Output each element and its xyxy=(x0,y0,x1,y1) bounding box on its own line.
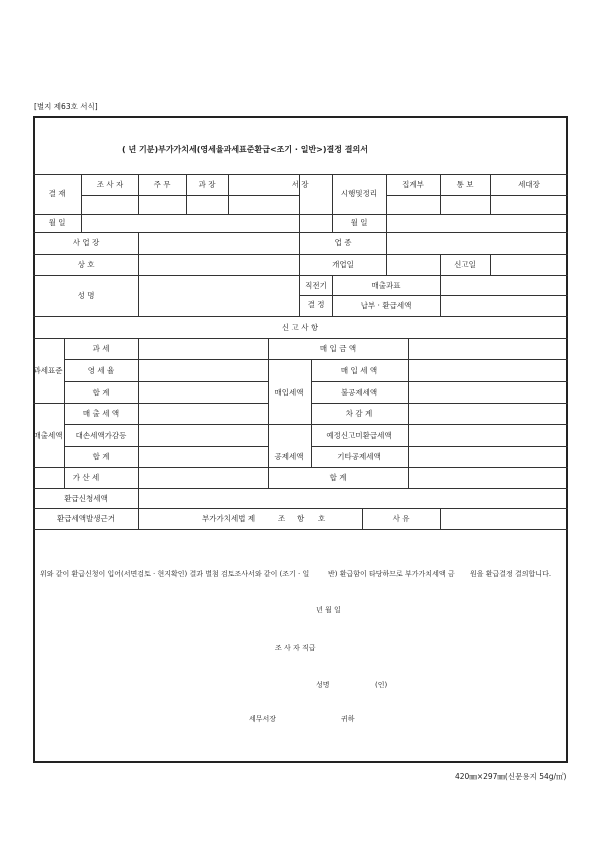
notice-label: 통 보 xyxy=(456,180,474,189)
rule xyxy=(33,338,568,339)
rule xyxy=(332,174,333,214)
rule xyxy=(138,174,139,214)
tax-base-zero-rate: 영 세 율 xyxy=(87,366,115,375)
rule xyxy=(440,254,441,275)
rule xyxy=(33,508,568,509)
aggregation-label: 집계부 xyxy=(402,180,424,189)
tax-base-label: 과세표준 xyxy=(33,366,63,375)
report-date-label: 신고일 xyxy=(454,260,476,269)
rule xyxy=(33,254,568,255)
rule xyxy=(490,254,491,275)
rule xyxy=(81,214,82,232)
rule xyxy=(268,424,568,425)
article-label: 조 xyxy=(278,514,286,523)
ledger-label: 세대장 xyxy=(518,180,540,189)
sales-tax-base-label: 매출과표 xyxy=(371,281,401,290)
vat-law-label: 부가가치세법 제 xyxy=(202,514,256,523)
tax-base-taxable: 과 세 xyxy=(92,344,110,353)
rule xyxy=(64,424,269,425)
rule xyxy=(33,316,568,317)
rule xyxy=(33,467,568,468)
rule xyxy=(33,488,568,489)
statement-line-end: 원을 환급결정 결의합니다. xyxy=(470,570,552,578)
workplace-label: 사 업 장 xyxy=(72,238,100,247)
seal-mark: (인) xyxy=(375,681,388,689)
input-tax-amount: 매 입 세 액 xyxy=(340,366,378,375)
rule xyxy=(138,232,139,316)
rule xyxy=(362,508,363,529)
approval-role-investigator: 조 사 자 xyxy=(96,180,124,189)
sales-tax-amount: 매 출 세 액 xyxy=(82,409,120,418)
rule xyxy=(332,275,333,316)
rule xyxy=(311,359,312,467)
deduction-tax-label: 공제세액 xyxy=(274,452,304,461)
approval-role-chief: 주 무 xyxy=(153,180,171,189)
rule xyxy=(81,174,82,214)
rule xyxy=(299,232,300,316)
investigator-rank: 조 사 자 직급 xyxy=(275,644,316,652)
report-section-header: 신 고 사 항 xyxy=(281,323,319,332)
approval-role-section-head: 과 장 xyxy=(198,180,216,189)
decision-date: 년 월 일 xyxy=(316,606,341,614)
rule xyxy=(33,214,568,215)
date-label-right: 월 일 xyxy=(350,218,368,227)
recipient-label: 세무서장 xyxy=(249,715,277,723)
sales-tax-label: 매출세액 xyxy=(33,431,63,440)
purchase-amount-label: 매 입 금 액 xyxy=(319,344,357,353)
rule xyxy=(386,195,568,196)
prev-decision-label: 결 정 xyxy=(307,300,325,309)
rule xyxy=(386,214,387,232)
rule xyxy=(268,359,568,360)
refund-requested-label: 환급신청세액 xyxy=(64,494,108,503)
prev-period-label: 직전기 xyxy=(305,281,327,290)
verification-label: 시행및정리 xyxy=(340,189,378,198)
rule xyxy=(33,275,568,276)
deduction-total: 합 계 xyxy=(329,473,347,482)
net-subtotal: 차 감 계 xyxy=(345,409,373,418)
statement-line-mid: 반) 환급함이 타당하므로 부가가치세액 금 xyxy=(328,570,455,578)
rule xyxy=(33,529,568,530)
tax-base-total: 합 계 xyxy=(92,388,110,397)
trade-name-label: 상 호 xyxy=(77,260,95,269)
rule xyxy=(299,295,568,296)
rule xyxy=(311,403,568,404)
bad-debt-adjustment: 대손세액가감등 xyxy=(75,431,127,440)
rule xyxy=(440,275,441,316)
rule xyxy=(332,214,333,232)
industry-label: 업 종 xyxy=(334,238,352,247)
rule xyxy=(311,381,568,382)
rule xyxy=(64,359,269,360)
honorific-label: 귀하 xyxy=(341,715,355,723)
refund-cause-label: 환급세액발생근거 xyxy=(57,514,115,523)
rule xyxy=(64,338,65,488)
rule xyxy=(268,338,269,488)
date-label-left: 월 일 xyxy=(48,218,66,227)
clause-label: 항 xyxy=(297,514,305,523)
rule xyxy=(33,174,568,175)
rule xyxy=(64,446,269,447)
sales-tax-total: 합 계 xyxy=(92,452,110,461)
rule xyxy=(490,174,491,214)
rule xyxy=(386,232,387,275)
rule xyxy=(228,174,229,214)
reason-label: 사 유 xyxy=(392,514,410,523)
form-title: ( 년 기분)부가가치세(영세율과세표준환급<조기 · 일반>)결정 결의서 xyxy=(122,145,368,154)
item-label: 호 xyxy=(318,514,326,523)
rule xyxy=(311,446,568,447)
rule xyxy=(386,174,387,214)
approval-role-director: 서 장 xyxy=(291,180,309,189)
rule xyxy=(81,195,299,196)
rule xyxy=(440,174,441,214)
rule xyxy=(138,338,139,529)
rule xyxy=(33,232,568,233)
start-date-label: 개업일 xyxy=(332,260,354,269)
rule xyxy=(440,508,441,529)
rule xyxy=(33,403,269,404)
input-tax-label: 매입세액 xyxy=(274,388,304,397)
form-number: [별지 제63호 서식] xyxy=(34,102,98,111)
approval-label: 결 재 xyxy=(48,189,66,198)
additional-tax-label: 가 산 세 xyxy=(72,473,100,482)
statement-line: 위와 같이 환급신청이 입어(서면검토 · 현지확인) 결과 별첨 검토조사서와 같이 (조기 · 일 xyxy=(40,570,310,578)
other-deduction-tax: 기타공제세액 xyxy=(337,452,381,461)
signature-name: 성명 xyxy=(316,681,330,689)
prelim-unrefunded-tax: 예정신고미환급세액 xyxy=(326,431,392,440)
non-deductible-tax: 불공제세액 xyxy=(340,388,378,397)
rule xyxy=(299,214,300,232)
rule xyxy=(186,174,187,214)
name-label: 성 명 xyxy=(77,291,95,300)
rule xyxy=(64,381,269,382)
paid-refund-label: 납부 · 환급세액 xyxy=(360,301,412,310)
rule xyxy=(408,338,409,488)
footer-paper-spec: 420㎜×297㎜(신문용지 54g/㎡) xyxy=(455,772,567,781)
